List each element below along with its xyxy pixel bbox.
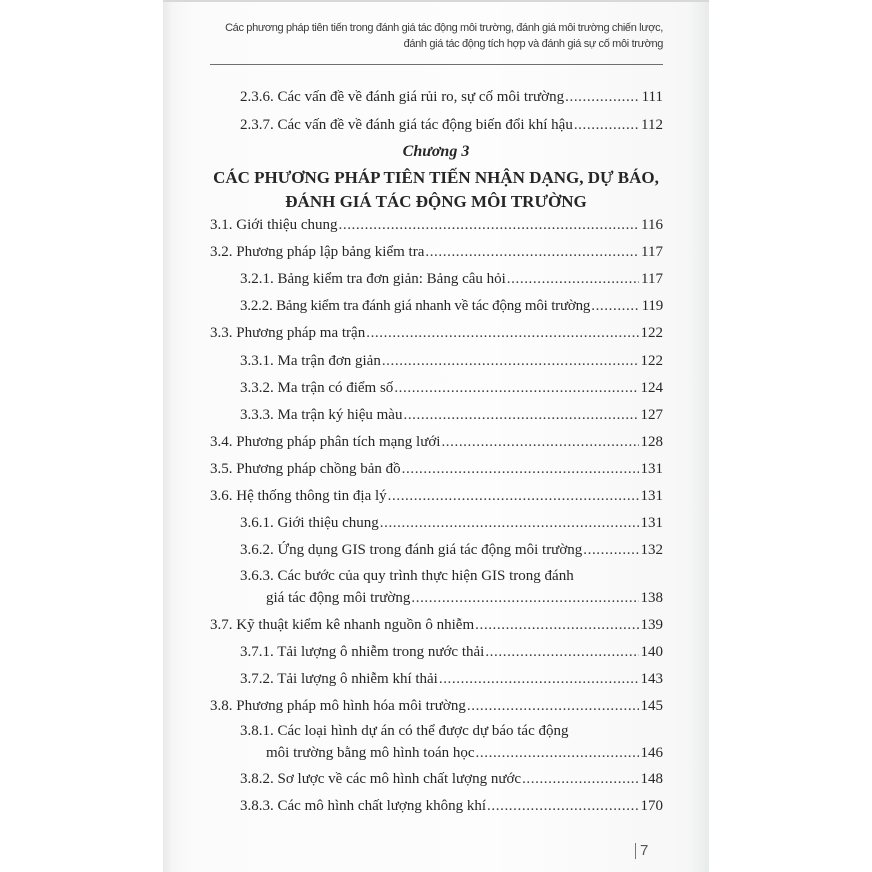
dot-leader xyxy=(380,514,639,532)
toc-entry: 3.5. Phương pháp chồng bản đồ ..... 131 xyxy=(210,460,663,478)
running-head-line-2: đánh giá tác động tích hợp và đánh giá sự cố môi trường xyxy=(403,38,663,50)
page-number: 127 xyxy=(640,407,663,423)
dot-leader xyxy=(339,216,640,234)
page-number: 148 xyxy=(640,771,663,787)
page-number: 119 xyxy=(641,298,663,314)
page-number: 140 xyxy=(640,644,663,660)
dot-leader xyxy=(366,324,638,342)
page-number: 131 xyxy=(640,488,663,504)
dot-leader xyxy=(565,88,639,106)
chapter-title-line-2: ĐÁNH GIÁ TÁC ĐỘNG MÔI TRƯỜNG xyxy=(285,192,587,211)
toc-entry: môi trường bằng mô hình toán học ..... 146 xyxy=(266,744,663,762)
page-number: 122 xyxy=(640,325,663,341)
running-head xyxy=(210,20,663,52)
page-number: 116 xyxy=(641,217,663,233)
toc-entry: 3.7. Kỹ thuật kiểm kê nhanh nguồn ô nhiễm ..... 139 xyxy=(210,616,663,634)
folio-bar xyxy=(635,843,636,859)
dot-leader xyxy=(522,770,638,788)
dot-leader xyxy=(402,460,639,478)
page-number: 170 xyxy=(640,798,663,814)
toc-entry: 3.8.2. Sơ lược về các mô hình chất lượng nước ..... 148 xyxy=(240,770,663,788)
toc-entry: 3.6.2. Ứng dụng GIS trong đánh giá tác động môi trường ..... 132 xyxy=(240,541,663,559)
toc-entry: 3.3.3. Ma trận ký hiệu màu ..... 127 xyxy=(240,406,663,424)
dot-leader xyxy=(507,270,639,288)
toc-entry: 3.1. Giới thiệu chung ..... 116 xyxy=(210,216,663,234)
page-number: 139 xyxy=(640,617,663,633)
page-number: 131 xyxy=(640,515,663,531)
page-number: 132 xyxy=(640,542,663,558)
toc-entry: 3.7.1. Tải lượng ô nhiễm trong nước thải ..... 140 xyxy=(240,643,663,661)
dot-leader xyxy=(411,589,638,607)
page-number: 122 xyxy=(640,353,663,369)
page-number: 128 xyxy=(640,434,663,450)
toc-entry: 3.3.2. Ma trận có điểm số ..... 124 xyxy=(240,379,663,397)
folio-number: 7 xyxy=(640,842,649,859)
page-number: 146 xyxy=(640,745,663,761)
toc-entry: 3.8.3. Các mô hình chất lượng không khí ..... 170 xyxy=(240,797,663,815)
page-number: 117 xyxy=(641,244,663,260)
dot-leader xyxy=(476,744,639,762)
toc-entry: 3.3.1. Ma trận đơn giản ..... 122 xyxy=(240,352,663,370)
toc-entry-line-1: 3.6.3. Các bước của quy trình thực hiện GIS trong đánh xyxy=(240,568,574,584)
page-number: 117 xyxy=(641,271,663,287)
toc-entry: 3.6.1. Giới thiệu chung ..... 131 xyxy=(240,514,663,532)
page-number: 143 xyxy=(640,671,663,687)
page-number: 131 xyxy=(640,461,663,477)
toc-entry: 3.3. Phương pháp ma trận ..... 122 xyxy=(210,324,663,342)
toc-entry: 3.7.2. Tải lượng ô nhiễm khí thải ..... 143 xyxy=(240,670,663,688)
toc-entry: giá tác động môi trường ..... 138 xyxy=(266,589,663,607)
toc-entry: 3.4. Phương pháp phân tích mạng lưới ..... 128 xyxy=(210,433,663,451)
dot-leader xyxy=(583,541,638,559)
toc-entry: 3.2. Phương pháp lập bảng kiểm tra ..... 117 xyxy=(210,243,663,261)
dot-leader xyxy=(394,379,638,397)
folio xyxy=(635,842,648,859)
dot-leader xyxy=(485,643,638,661)
dot-leader xyxy=(388,487,639,505)
toc-entry-line-1: 3.8.1. Các loại hình dự án có thể được dự báo tác động xyxy=(240,723,569,739)
page-number: 145 xyxy=(640,698,663,714)
toc-entry: 3.2.1. Bảng kiểm tra đơn giản: Bảng câu hỏi ..... 117 xyxy=(240,270,663,288)
page-number: 111 xyxy=(641,89,663,105)
dot-leader xyxy=(467,697,639,715)
chapter-number: Chương 3 xyxy=(402,143,470,160)
toc-entry: 3.8. Phương pháp mô hình hóa môi trường ..... 145 xyxy=(210,697,663,715)
dot-leader xyxy=(425,243,639,261)
header-rule xyxy=(210,64,663,65)
dot-leader xyxy=(439,670,639,688)
running-head-line-1: Các phương pháp tiên tiến trong đánh giá tác động môi trường, đánh giá môi trường chiến lược, xyxy=(225,22,663,34)
chapter-title xyxy=(163,166,709,214)
toc-entry: 3.6. Hệ thống thông tin địa lý ..... 131 xyxy=(210,487,663,505)
dot-leader xyxy=(487,797,638,815)
dot-leader xyxy=(441,433,638,451)
dot-leader xyxy=(591,297,639,315)
dot-leader xyxy=(574,116,639,134)
page-number: 124 xyxy=(640,380,663,396)
toc-entry: 3.2.2. Bảng kiểm tra đánh giá nhanh về tác động môi trường ..... 119 xyxy=(240,297,663,315)
book-page xyxy=(163,0,709,872)
dot-leader xyxy=(382,352,639,370)
page-number: 138 xyxy=(640,590,663,606)
toc-entry: 2.3.6. Các vấn đề về đánh giá rủi ro, sự cố môi trường ..... 111 xyxy=(240,88,663,106)
chapter-title-line-1: CÁC PHƯƠNG PHÁP TIÊN TIẾN NHẬN DẠNG, DỰ BÁO, xyxy=(213,168,659,187)
page-number: 112 xyxy=(641,117,663,133)
dot-leader xyxy=(475,616,638,634)
toc-entry: 2.3.7. Các vấn đề về đánh giá tác động biến đổi khí hậu ..... 112 xyxy=(240,116,663,134)
dot-leader xyxy=(403,406,638,424)
